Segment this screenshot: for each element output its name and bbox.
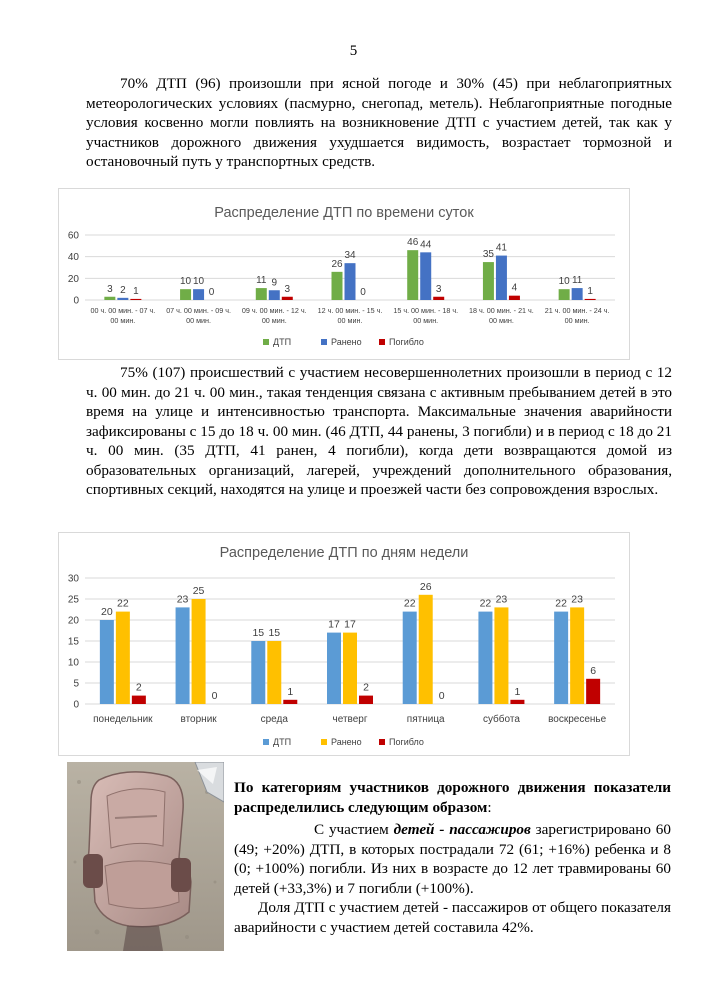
legend-swatch [379,739,385,745]
bar [192,599,206,704]
x-tick-label: 00 мин. [186,316,212,325]
paragraph-weather-text: 70% ДТП (96) произошли при ясной погоде и 30% (45) при неблагоприятных метеорологических условиях (пасмурно, снегопад, метель). Неблагоприятные погодные условия косвенно могли повлиять на возникновение ДТП с участием детей, так как у участников дорожного движения ухудшается видимость, возрастает тормозной и остановочный путь у транспортных средств. [86,75,672,170]
data-label: 10 [193,276,205,288]
legend-label: ДТП [273,737,292,747]
bar [572,288,583,300]
x-tick-label: вторник [180,714,217,725]
data-label: 26 [419,580,432,593]
bar [420,252,431,300]
bar [478,612,492,704]
bar [570,607,584,704]
bar [132,696,146,704]
x-tick-label: 00 мин. [110,316,136,325]
y-tick-label: 0 [73,295,79,307]
y-tick-label: 60 [67,230,79,242]
bar [269,290,280,300]
data-label: 11 [571,275,583,287]
data-label: 20 [101,606,113,618]
bar [267,641,281,704]
bar [585,299,596,300]
bar [494,607,508,704]
x-tick-label: 21 ч. 00 мин. - 24 ч. [544,306,610,315]
y-tick-label: 10 [67,657,79,669]
bar [509,296,520,300]
data-label: 11 [256,275,267,287]
x-tick-label: 00 мин. [488,316,514,325]
chart-day-of-week-svg [59,533,629,755]
x-tick-label: 12 ч. 00 мин. - 15 ч. [317,306,383,315]
y-tick-label: 20 [67,615,79,627]
x-tick-label: 00 мин. [261,316,287,325]
y-tick-label: 30 [67,573,79,585]
child-car-seat-photo [67,762,224,951]
data-label: 0 [208,287,215,298]
bar [554,612,568,704]
y-tick-label: 15 [67,636,79,648]
x-tick-label: понедельник [93,714,153,725]
legend-swatch [263,339,269,345]
legend-swatch [379,339,385,345]
y-tick-label: 25 [67,594,79,606]
bar [586,679,600,704]
bar [282,297,293,300]
data-label: 41 [495,242,507,254]
x-tick-label: 00 мин. [337,316,363,325]
legend-label: Ранено [331,737,362,747]
bar [327,633,341,704]
section-p1-emphasis: детей - пассажиров [393,821,531,838]
paragraph-time-text: 75% (107) происшествий с участием несовершеннолетних произошли в период с 12 ч. 00 мин. до 21 ч. 00 мин., такая тенденция связана с активным пребыванием детей в это время на улице и интенсивностью транспорта. Максимальные значения аварийности зафиксированы с 15 до 18 ч. 00 мин. (46 ДТП, 44 ранены, 3 погибли) и в период с 18 до 21 ч. 00 мин. (35 ДТП, 41 ранен, 4 погибли), когда дети возвращаются домой из образовательных организаций, лагерей, учреждений дополнительного образования, спортивных секций, находятся на улице и проезжей части без сопровождения взрослых. [86,364,672,498]
data-label: 22 [479,597,492,610]
legend-label: Погибло [389,337,424,347]
section-p1-after: зарегистрировано 60 (49; +20%) ДТП, в которых пострадали 72 (61; +16%) ребенка и 8 (0; +100%) погибли. Из них в возрасте до 12 лет травмированы 60 детей (+33,3%) и 7 погибли (+100%). [234,821,671,897]
section-p1-before: С участием [314,821,394,838]
chart-title: Распределение ДТП по времени суток [214,205,474,221]
data-label: 23 [571,593,583,606]
paragraph-time [86,363,672,500]
data-label: 25 [192,585,205,597]
data-label: 9 [271,277,278,289]
x-tick-label: 18 ч. 00 мин. - 21 ч. [469,306,534,315]
x-tick-label: 07 ч. 00 мин. - 09 ч. [166,306,231,315]
chart-day-of-week [58,532,630,756]
section-body [234,820,671,937]
bar [407,250,418,300]
bar [419,595,433,704]
bar [100,620,114,704]
data-label: 0 [211,690,218,702]
x-tick-label: пятница [406,714,445,725]
section-heading-suffix: : [487,798,492,816]
data-label: 3 [435,283,442,295]
data-label: 3 [107,283,113,295]
data-label: 1 [133,285,139,297]
x-tick-label: 00 мин. [413,316,439,325]
bar [180,289,191,300]
data-label: 15 [252,627,265,639]
data-label: 15 [268,627,281,639]
x-tick-label: воскресенье [548,714,607,725]
section-heading-text: По категориям участников дорожного движения показатели распределились следующим образом [234,779,671,816]
data-label: 2 [135,681,142,694]
data-label: 22 [117,597,129,610]
data-label: 35 [482,249,494,261]
x-tick-label: 15 ч. 00 мин. - 18 ч. [393,306,459,315]
chart-time-of-day [58,188,630,360]
x-tick-label: 00 мин. [564,316,590,325]
page-number: 5 [349,43,358,59]
y-tick-label: 5 [73,678,79,690]
bar [332,272,343,300]
data-label: 1 [287,685,294,698]
data-label: 22 [555,597,567,610]
x-tick-label: 09 ч. 00 мин. - 12 ч. [241,306,307,315]
bar [116,612,130,704]
bar [251,641,265,704]
bar [510,700,524,704]
data-label: 44 [420,239,432,251]
legend-label: Погибло [389,737,424,747]
data-label: 1 [514,685,521,698]
data-label: 22 [403,597,416,610]
bar [130,299,141,300]
data-label: 0 [360,287,366,298]
data-label: 1 [587,285,593,297]
data-label: 10 [558,276,570,288]
bar [559,289,570,300]
data-label: 4 [511,282,518,294]
bar [496,256,507,300]
y-tick-label: 20 [67,273,79,285]
x-tick-label: суббота [482,714,520,725]
data-label: 34 [344,250,356,262]
bar [256,288,267,300]
x-tick-label: 00 ч. 00 мин. - 07 ч. [90,306,156,315]
data-label: 2 [363,681,369,694]
legend-swatch [321,339,327,345]
x-tick-label: четверг [332,714,368,725]
paragraph-weather [86,74,672,172]
data-label: 6 [590,664,597,677]
bar [283,700,297,704]
data-label: 17 [328,618,340,631]
section-heading [234,778,671,817]
bar [176,607,190,704]
section-paragraph-passengers [234,820,671,898]
bar [343,633,357,704]
chart-time-of-day-svg [59,189,629,359]
bar [403,612,417,704]
section-p2-text: Доля ДТП с участием детей - пассажиров от общего показателя аварийности с участием детей составила 42%. [234,899,671,936]
legend-label: Ранено [331,337,362,347]
chart-title: Распределение ДТП по дням недели [219,545,469,561]
data-label: 23 [176,593,189,606]
bar [345,263,356,300]
data-label: 17 [344,618,356,631]
legend-swatch [263,739,269,745]
x-tick-label: среда [260,714,288,725]
bar [193,289,204,300]
section-paragraph-share [234,898,671,937]
bar [104,297,115,300]
legend-swatch [321,739,327,745]
bar [483,262,494,300]
bar [433,297,444,300]
data-label: 3 [284,283,291,295]
y-tick-label: 40 [67,252,79,264]
data-label: 10 [180,276,192,288]
data-label: 0 [438,690,445,702]
data-label: 46 [407,237,419,249]
bar [359,696,373,704]
data-label: 23 [495,593,508,606]
legend-label: ДТП [273,337,292,347]
data-label: 2 [120,284,126,296]
bar [117,298,128,300]
y-tick-label: 0 [73,699,79,711]
data-label: 26 [331,258,343,270]
